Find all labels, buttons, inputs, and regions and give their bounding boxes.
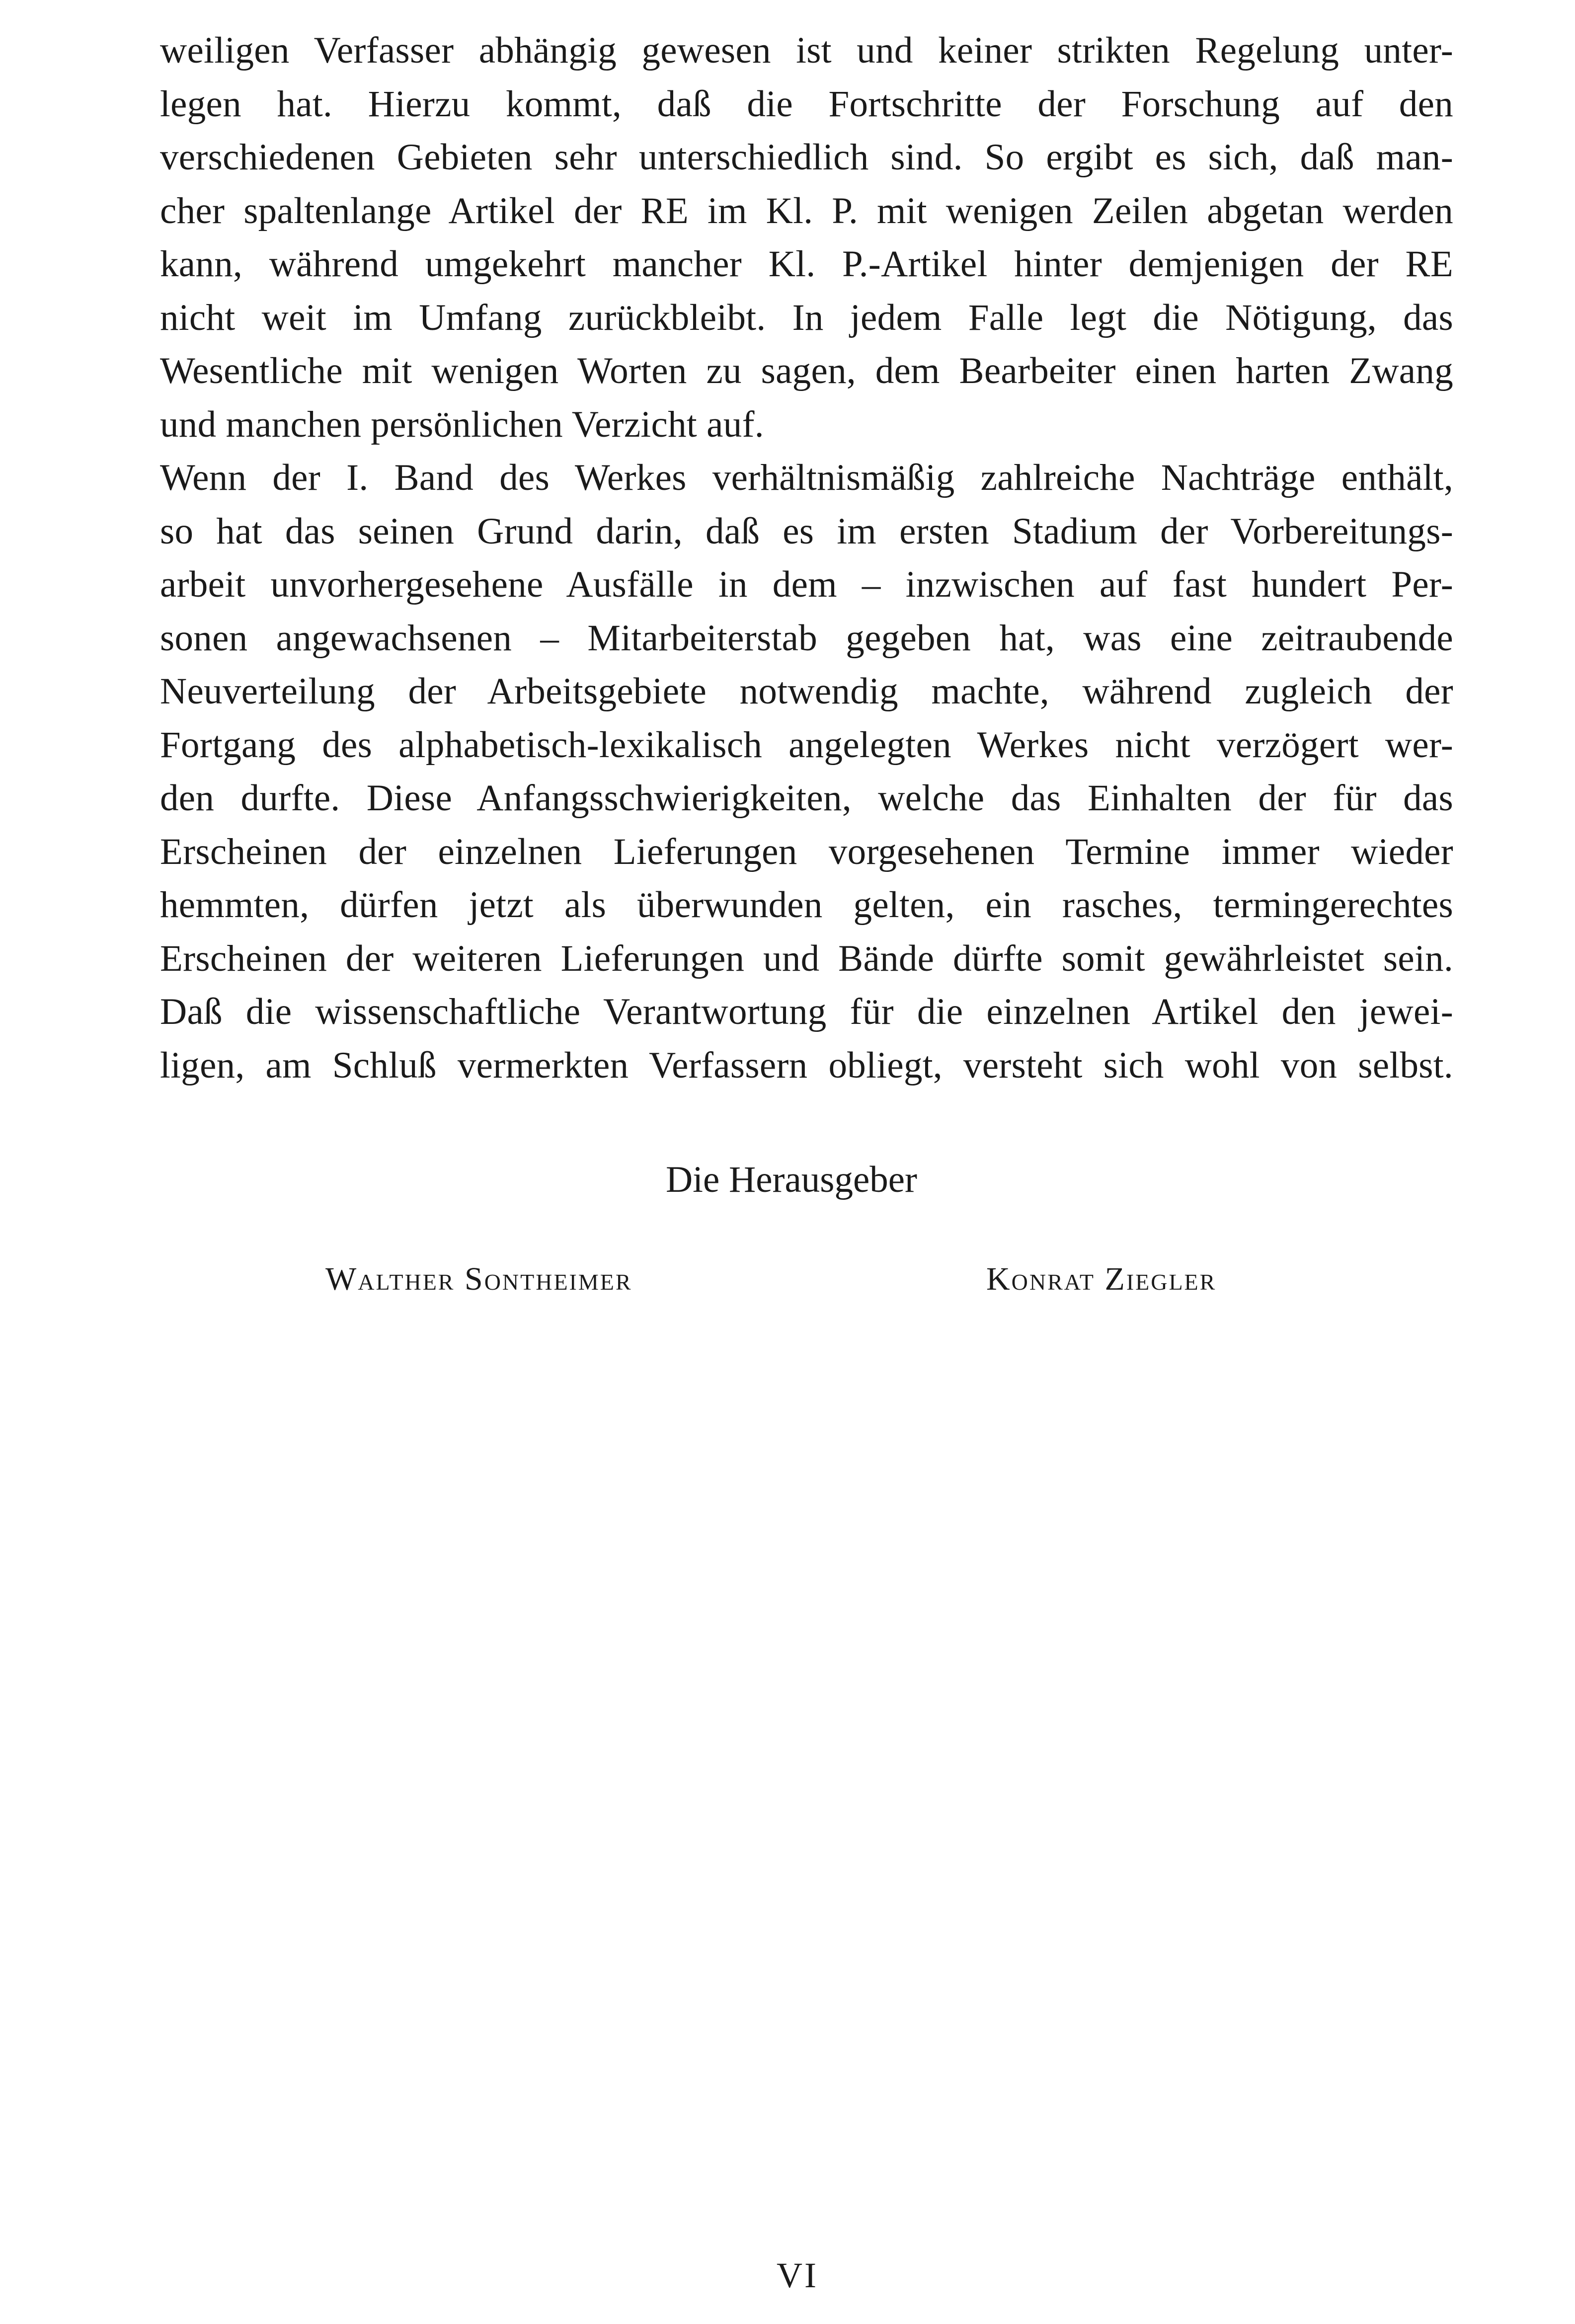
body-line-14: Fortgang des alphabetisch-lexikalisch angelegten Werkes nicht verzögert wer- [160, 724, 1453, 766]
signatory-right: Konrat Ziegler [986, 1261, 1217, 1297]
body-line-9: Wenn der I. Band des Werkes verhältnismäßig zahlreiche Nachträge enthält, [160, 457, 1453, 498]
body-line-1: weiligen Verfasser abhängig gewesen ist und keiner strikten Regelung unter- [160, 30, 1453, 71]
body-line-15: den durfte. Diese Anfangsschwierigkeiten, welche das Einhalten der für das [160, 777, 1453, 819]
body-text [160, 24, 1453, 1092]
body-line-20: ligen, am Schluß vermerkten Verfassern obliegt, versteht sich wohl von selbst. [160, 1044, 1453, 1086]
page-number: VI [777, 2255, 818, 2295]
body-line-2: legen hat. Hierzu kommt, daß die Fortschritte der Forschung auf den [160, 83, 1453, 125]
body-line-5: kann, während umgekehrt mancher Kl. P.-Artikel hinter demjenigen der RE [160, 243, 1453, 285]
body-line-16: Erscheinen der einzelnen Lieferungen vorgesehenen Termine immer wieder [160, 831, 1453, 872]
body-line-12: sonen angewachsenen – Mitarbeiterstab gegeben hat, was eine zeitraubende [160, 617, 1453, 659]
body-line-4: cher spaltenlange Artikel der RE im Kl. P. mit wenigen Zeilen abgetan werden [160, 190, 1453, 232]
body-line-18: Erscheinen der weiteren Lieferungen und Bände dürfte somit gewährleistet sein. [160, 937, 1453, 979]
signatory-left: Walther Sontheimer [325, 1261, 632, 1297]
body-line-13: Neuverteilung der Arbeitsgebiete notwendig machte, während zugleich der [160, 671, 1453, 712]
body-line-3: verschiedenen Gebieten sehr unterschiedlich sind. So ergibt es sich, daß man- [160, 137, 1453, 178]
body-line-8: und manchen persönlichen Verzicht auf. [160, 403, 764, 445]
body-line-6: nicht weit im Umfang zurückbleibt. In jedem Falle legt die Nötigung, das [160, 297, 1453, 338]
body-line-10: so hat das seinen Grund darin, daß es im ersten Stadium der Vorbereitungs- [160, 510, 1453, 552]
body-line-17: hemmten, dürfen jetzt als überwunden gelten, ein rasches, termingerechtes [160, 884, 1453, 926]
body-line-11: arbeit unvorhergesehene Ausfälle in dem – inzwischen auf fast hundert Per- [160, 564, 1453, 605]
body-line-19: Daß die wissenschaftliche Verantwortung für die einzelnen Artikel den jewei- [160, 991, 1453, 1032]
closing-label: Die Herausgeber [666, 1159, 917, 1200]
body-line-7: Wesentliche mit wenigen Worten zu sagen, dem Bearbeiter einen harten Zwang [160, 350, 1453, 391]
